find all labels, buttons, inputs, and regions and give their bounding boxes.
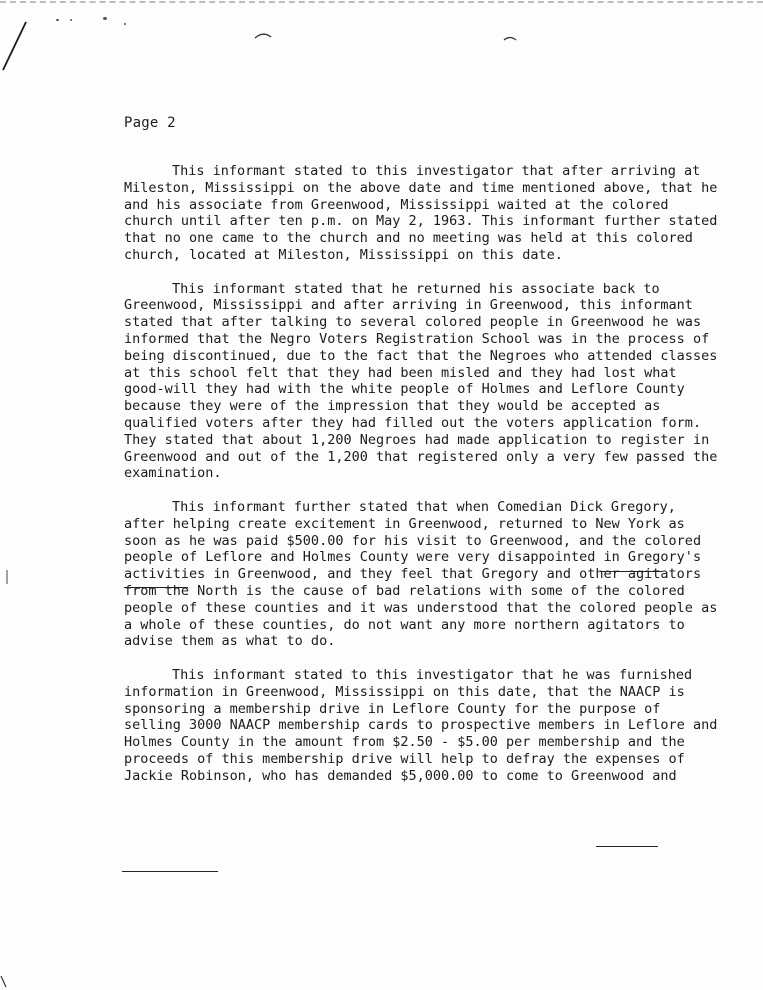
scan-speck [124, 23, 126, 25]
corner-scan-mark [0, 976, 8, 988]
handwritten-underline [124, 587, 188, 588]
handwritten-underline [596, 846, 658, 847]
handwritten-underline [600, 571, 662, 572]
margin-slash-mark [0, 20, 28, 72]
top-edge-rule [0, 1, 763, 3]
scan-speck [56, 19, 59, 21]
scan-arc-mark [254, 32, 272, 40]
scan-arc-mark [503, 35, 517, 42]
paragraph: This informant further stated that when Comedian Dick Gregory, after helping create excitement in Greenwood, returned to New York as soon as he was paid $500.00 for his visit to Greenwood, and the colored people of Leflore and Holmes County were very disappointed in Gregory's activities in Greenwood, and they feel that Gregory and other agitators from the North is the cause of bad relations with some of the colored people of these counties and it was understood that the colored people as a whole of these counties, do not want any more northern agitators to advise them as what to do. [124, 498, 718, 650]
scan-speck [70, 19, 72, 21]
handwritten-underline [122, 871, 218, 872]
paragraph: This informant stated that he returned his associate back to Greenwood, Mississippi and after arriving in Greenwood, this informant stated that after talking to several colored people in Greenwood he was informed that the Negro Voters Registration School was in the process of being discontinued, due to the fact that the Negroes who attended classes at this school felt that they had been misled and they had lost what good-will they had with the white people of Holmes and Leflore County because they were of the impression that they would be accepted as qualified voters after they had filled out the voters application form. They stated that about 1,200 Negroes had made application to register in Greenwood and out of the 1,200 that registered only a very few passed the examination. [124, 280, 718, 482]
document-body [124, 163, 724, 801]
page-number: Page 2 [124, 115, 176, 131]
paragraph: This informant stated to this investigator that after arriving at Mileston, Mississippi on the above date and time mentioned above, that he and his associate from Greenwood, Mississippi waited at the colored church until after ten p.m. on May 2, 1963. This informant further stated that no one came to the church and no meeting was held at this colored church, located at Mileston, Mississippi on this date. [124, 163, 718, 263]
scan-speck [103, 17, 107, 20]
margin-tick-mark [4, 570, 10, 584]
paragraph: This informant stated to this investigator that he was furnished information in Greenwood, Mississippi on this date, that the NAACP is sponsoring a membership drive in Leflore County for the purpose of selling 3000 NAACP membership cards to prospective members in Leflore and Holmes County in the amount from $2.50 - $5.00 per membership and the proceeds of this membership drive will help to defray the expenses of Jackie Robinson, who has demanded $5,000.00 to come to Greenwood and [124, 666, 718, 784]
